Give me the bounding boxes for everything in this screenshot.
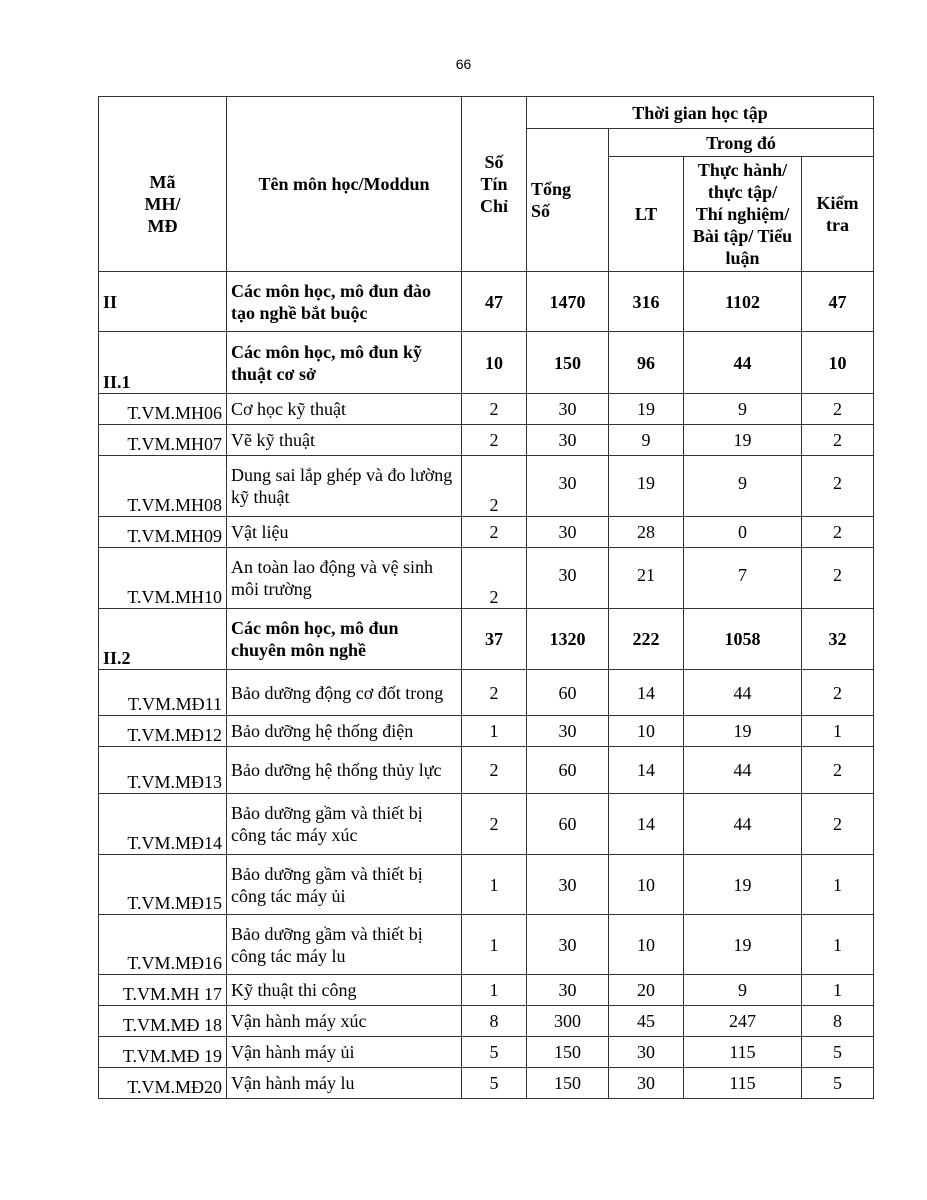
group-row [99,609,874,670]
cell-exam: 1 [802,975,874,1006]
cell-credits: 5 [462,1037,527,1068]
cell-exam: 1 [802,716,874,747]
page-number: 66 [455,56,472,72]
table-row [99,794,874,855]
table-row [99,517,874,548]
cell-total: 30 [527,425,609,456]
cell-credits: 2 [462,670,527,716]
cell-exam: 2 [802,794,874,855]
header-time: Thời gian học tập [527,97,874,129]
cell-credits: 1 [462,975,527,1006]
cell-practice: 44 [684,747,802,794]
cell-practice: 19 [684,915,802,975]
header-code: Mã MH/ MĐ [99,97,227,272]
table-row [99,394,874,425]
cell-code: T.VM.MH06 [99,394,227,425]
table-row [99,855,874,915]
cell-lt: 19 [609,394,684,425]
cell-credits: 1 [462,716,527,747]
header-practice: Thực hành/ thực tập/ Thí nghiệm/ Bài tập/ Tiểu luận [684,157,802,272]
cell-name: Các môn học, mô đun đào tạo nghề bắt buộc [227,272,462,332]
cell-practice: 115 [684,1068,802,1099]
table-row [99,425,874,456]
cell-credits: 10 [462,332,527,394]
cell-exam: 1 [802,915,874,975]
cell-credits: 2 [462,456,527,517]
cell-lt: 14 [609,670,684,716]
cell-name: Bảo dưỡng hệ thống thủy lực [227,747,462,794]
cell-credits: 37 [462,609,527,670]
cell-total: 30 [527,915,609,975]
cell-name: Cơ học kỹ thuật [227,394,462,425]
cell-name: Các môn học, mô đun chuyên môn nghề [227,609,462,670]
cell-practice: 19 [684,855,802,915]
cell-code: II.2 [99,609,227,670]
cell-lt: 30 [609,1037,684,1068]
cell-practice: 44 [684,332,802,394]
cell-code: T.VM.MĐ13 [99,747,227,794]
cell-name: Vận hành máy lu [227,1068,462,1099]
cell-practice: 0 [684,517,802,548]
cell-credits: 2 [462,425,527,456]
cell-credits: 1 [462,915,527,975]
cell-exam: 32 [802,609,874,670]
cell-name: Bảo dưỡng gầm và thiết bị công tác máy ủi [227,855,462,915]
cell-code: T.VM.MĐ20 [99,1068,227,1099]
cell-lt: 96 [609,332,684,394]
cell-lt: 10 [609,716,684,747]
cell-code: II.1 [99,332,227,394]
cell-credits: 1 [462,855,527,915]
cell-total: 60 [527,794,609,855]
cell-exam: 2 [802,548,874,609]
cell-credits: 5 [462,1068,527,1099]
header-name: Tên môn học/Moddun [227,97,462,272]
cell-practice: 7 [684,548,802,609]
table-row [99,1037,874,1068]
cell-name: Bảo dưỡng gầm và thiết bị công tác máy xúc [227,794,462,855]
header-within: Trong đó [609,129,874,157]
cell-name: Bảo dưỡng gầm và thiết bị công tác máy lu [227,915,462,975]
cell-name: Kỹ thuật thi công [227,975,462,1006]
cell-lt: 10 [609,915,684,975]
cell-practice: 44 [684,794,802,855]
cell-total: 30 [527,855,609,915]
cell-total: 300 [527,1006,609,1037]
cell-total: 30 [527,517,609,548]
cell-exam: 10 [802,332,874,394]
cell-lt: 20 [609,975,684,1006]
cell-exam: 2 [802,425,874,456]
cell-name: Bảo dưỡng động cơ đốt trong [227,670,462,716]
cell-code: T.VM.MĐ 19 [99,1037,227,1068]
table-row [99,1006,874,1037]
cell-lt: 14 [609,794,684,855]
cell-exam: 2 [802,670,874,716]
table-row [99,670,874,716]
cell-name: Vẽ kỹ thuật [227,425,462,456]
group-row [99,272,874,332]
cell-code: II [99,272,227,332]
cell-credits: 2 [462,794,527,855]
table-row [99,716,874,747]
cell-exam: 5 [802,1037,874,1068]
cell-credits: 47 [462,272,527,332]
group-row [99,332,874,394]
cell-exam: 8 [802,1006,874,1037]
header-lt: LT [609,157,684,272]
cell-practice: 247 [684,1006,802,1037]
header-total: Tổng Số [527,129,609,272]
cell-code: T.VM.MĐ12 [99,716,227,747]
table-body [99,272,874,1099]
cell-total: 150 [527,332,609,394]
cell-practice: 1058 [684,609,802,670]
cell-name: Dung sai lắp ghép và đo lường kỹ thuật [227,456,462,517]
cell-code: T.VM.MĐ14 [99,794,227,855]
table-header [99,97,874,272]
cell-code: T.VM.MH08 [99,456,227,517]
cell-name: Vật liệu [227,517,462,548]
cell-practice: 115 [684,1037,802,1068]
cell-total: 1470 [527,272,609,332]
cell-practice: 44 [684,670,802,716]
cell-total: 60 [527,670,609,716]
table-row [99,975,874,1006]
cell-lt: 30 [609,1068,684,1099]
cell-practice: 9 [684,394,802,425]
cell-total: 30 [527,716,609,747]
cell-total: 150 [527,1037,609,1068]
cell-lt: 21 [609,548,684,609]
cell-practice: 9 [684,456,802,517]
header-credits: Số Tín Chỉ [462,97,527,272]
cell-exam: 2 [802,456,874,517]
cell-credits: 2 [462,548,527,609]
cell-total: 30 [527,548,609,609]
table-row [99,548,874,609]
header-exam: Kiểm tra [802,157,874,272]
table-row [99,1068,874,1099]
cell-credits: 2 [462,747,527,794]
cell-lt: 45 [609,1006,684,1037]
cell-exam: 47 [802,272,874,332]
table-row [99,747,874,794]
cell-credits: 2 [462,394,527,425]
cell-name: An toàn lao động và vệ sinh môi trường [227,548,462,609]
cell-total: 1320 [527,609,609,670]
cell-exam: 2 [802,747,874,794]
cell-code: T.VM.MH10 [99,548,227,609]
cell-credits: 2 [462,517,527,548]
cell-code: T.VM.MĐ15 [99,855,227,915]
cell-lt: 222 [609,609,684,670]
cell-code: T.VM.MĐ16 [99,915,227,975]
cell-total: 30 [527,456,609,517]
cell-name: Vận hành máy xúc [227,1006,462,1037]
cell-name: Bảo dưỡng hệ thống điện [227,716,462,747]
cell-credits: 8 [462,1006,527,1037]
cell-practice: 9 [684,975,802,1006]
cell-exam: 2 [802,394,874,425]
cell-lt: 316 [609,272,684,332]
cell-name: Các môn học, mô đun kỹ thuật cơ sở [227,332,462,394]
cell-exam: 5 [802,1068,874,1099]
curriculum-table [98,96,874,1099]
cell-lt: 10 [609,855,684,915]
cell-practice: 19 [684,716,802,747]
cell-exam: 2 [802,517,874,548]
cell-total: 60 [527,747,609,794]
cell-lt: 9 [609,425,684,456]
table-row [99,456,874,517]
cell-code: T.VM.MH 17 [99,975,227,1006]
cell-practice: 19 [684,425,802,456]
cell-total: 30 [527,975,609,1006]
cell-code: T.VM.MH07 [99,425,227,456]
cell-lt: 28 [609,517,684,548]
cell-total: 150 [527,1068,609,1099]
cell-code: T.VM.MĐ 18 [99,1006,227,1037]
cell-practice: 1102 [684,272,802,332]
cell-lt: 19 [609,456,684,517]
cell-lt: 14 [609,747,684,794]
cell-name: Vận hành máy ủi [227,1037,462,1068]
cell-code: T.VM.MĐ11 [99,670,227,716]
cell-exam: 1 [802,855,874,915]
table-row [99,915,874,975]
cell-code: T.VM.MH09 [99,517,227,548]
cell-total: 30 [527,394,609,425]
